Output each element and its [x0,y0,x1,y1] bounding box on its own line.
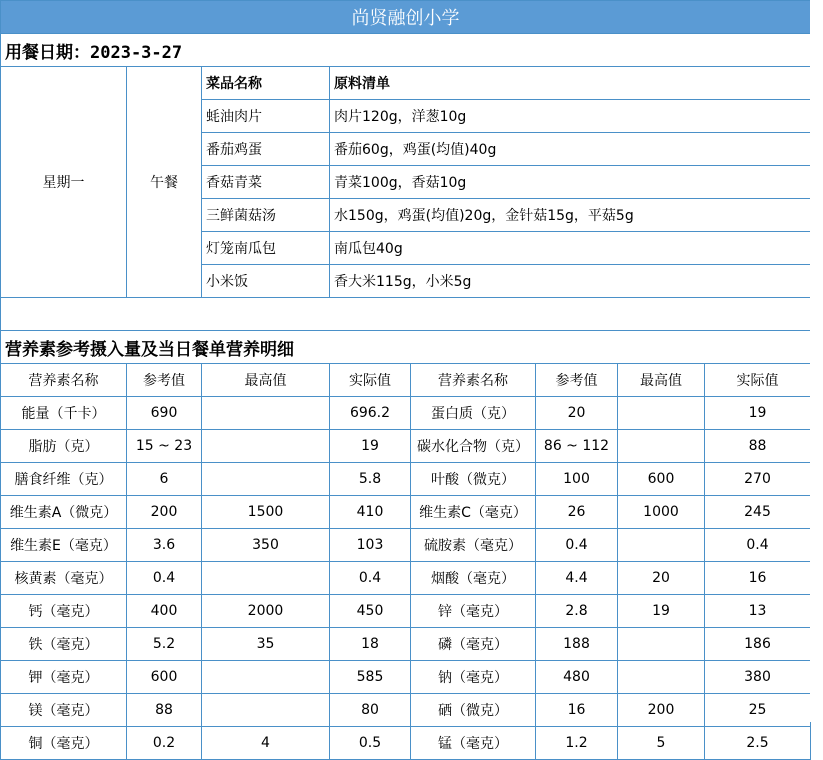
nutrition-row [1,595,811,628]
max-value-cell[interactable]: 4 [202,727,330,760]
reference-value-cell[interactable]: 16 [536,694,618,727]
nutrition-row [1,727,811,760]
actual-value-cell[interactable]: 5.8 [330,463,411,496]
actual-value-cell[interactable]: 270 [705,463,811,496]
nutrient-name-cell[interactable]: 铁（毫克） [1,628,127,661]
dish-cell[interactable]: 蚝油肉片 [202,100,330,133]
actual-value-cell[interactable]: 103 [330,529,411,562]
ingredients-cell[interactable]: 青菜100g，香菇10g [330,166,811,199]
reference-value-cell[interactable]: 6 [127,463,202,496]
max-value-cell[interactable] [202,430,330,463]
reference-value-cell[interactable]: 0.4 [536,529,618,562]
max-value-cell[interactable] [618,628,705,661]
actual-value-cell[interactable]: 245 [705,496,811,529]
reference-value-cell[interactable]: 1.2 [536,727,618,760]
nutrient-name-cell[interactable]: 磷（毫克） [411,628,536,661]
reference-value-cell[interactable]: 5.2 [127,628,202,661]
max-value-cell[interactable] [202,562,330,595]
max-value-cell[interactable] [202,463,330,496]
reference-header[interactable]: 参考值 [127,364,202,397]
reference-value-cell[interactable]: 200 [127,496,202,529]
max-value-cell[interactable]: 600 [618,463,705,496]
nutrient-name-cell[interactable]: 能量（千卡） [1,397,127,430]
nutrition-row [1,529,811,562]
reference-value-cell[interactable]: 100 [536,463,618,496]
nutrient-name-cell[interactable]: 碳水化合物（克） [411,430,536,463]
actual-value-cell[interactable]: 0.5 [330,727,411,760]
date-row [1,34,811,67]
empty-cell[interactable] [1,298,811,331]
ingredients-cell[interactable]: 水150g，鸡蛋(均值)20g，金针菇15g，平菇5g [330,199,811,232]
reference-value-cell[interactable]: 0.2 [127,727,202,760]
reference-value-cell[interactable]: 26 [536,496,618,529]
menu-header-row [1,67,811,100]
actual-value-cell[interactable]: 16 [705,562,811,595]
nutrient-name-cell[interactable]: 蛋白质（克） [411,397,536,430]
ingredients-header[interactable]: 原料清单 [330,67,811,100]
actual-header[interactable]: 实际值 [705,364,811,397]
dish-cell[interactable]: 番茄鸡蛋 [202,133,330,166]
reference-value-cell[interactable]: 20 [536,397,618,430]
reference-value-cell[interactable]: 480 [536,661,618,694]
max-header[interactable]: 最高值 [618,364,705,397]
dish-cell[interactable]: 灯笼南瓜包 [202,232,330,265]
reference-header[interactable]: 参考值 [536,364,618,397]
actual-value-cell[interactable]: 25 [705,694,811,727]
reference-value-cell[interactable]: 86 ~ 112 [536,430,618,463]
max-value-cell[interactable]: 2000 [202,595,330,628]
actual-value-cell[interactable]: 2.5 [705,727,811,760]
reference-value-cell[interactable]: 3.6 [127,529,202,562]
ingredients-cell[interactable]: 番茄60g，鸡蛋(均值)40g [330,133,811,166]
reference-value-cell[interactable]: 0.4 [127,562,202,595]
ingredients-cell[interactable]: 香大米115g，小米5g [330,265,811,298]
reference-value-cell[interactable]: 690 [127,397,202,430]
nutrient-name-cell[interactable]: 硫胺素（毫克） [411,529,536,562]
actual-value-cell[interactable]: 585 [330,661,411,694]
reference-value-cell[interactable]: 600 [127,661,202,694]
actual-value-cell[interactable]: 0.4 [705,529,811,562]
actual-value-cell[interactable]: 18 [330,628,411,661]
nutrition-row [1,562,811,595]
reference-value-cell[interactable]: 400 [127,595,202,628]
nutrient-name-cell[interactable]: 钙（毫克） [1,595,127,628]
nutrition-header-row [1,364,811,397]
meal-type-cell[interactable]: 午餐 [127,67,202,298]
actual-header[interactable]: 实际值 [330,364,411,397]
nutrient-name-cell[interactable]: 脂肪（克） [1,430,127,463]
actual-value-cell[interactable]: 88 [705,430,811,463]
actual-value-cell[interactable]: 696.2 [330,397,411,430]
nutrient-name-cell[interactable]: 维生素A（微克） [1,496,127,529]
max-value-cell[interactable]: 20 [618,562,705,595]
max-value-cell[interactable]: 350 [202,529,330,562]
actual-value-cell[interactable]: 19 [330,430,411,463]
nutrient-name-cell[interactable]: 钠（毫克） [411,661,536,694]
max-header[interactable]: 最高值 [202,364,330,397]
nutrition-row [1,628,811,661]
max-value-cell[interactable]: 35 [202,628,330,661]
actual-value-cell[interactable]: 410 [330,496,411,529]
ingredients-cell[interactable]: 南瓜包40g [330,232,811,265]
nutrition-row [1,496,811,529]
nutrient-name-cell[interactable]: 膳食纤维（克） [1,463,127,496]
actual-value-cell[interactable]: 13 [705,595,811,628]
nutrient-name-cell[interactable]: 烟酸（毫克） [411,562,536,595]
max-value-cell[interactable]: 5 [618,727,705,760]
max-value-cell[interactable]: 1000 [618,496,705,529]
dish-cell[interactable]: 小米饭 [202,265,330,298]
max-value-cell[interactable]: 1500 [202,496,330,529]
reference-value-cell[interactable]: 188 [536,628,618,661]
max-value-cell[interactable]: 19 [618,595,705,628]
nutrition-row [1,430,811,463]
nutrition-row [1,397,811,430]
actual-value-cell[interactable]: 19 [705,397,811,430]
ingredients-cell[interactable]: 肉片120g，洋葱10g [330,100,811,133]
nutrient-name-cell[interactable]: 锌（毫克） [411,595,536,628]
title-row [1,1,811,34]
reference-value-cell[interactable]: 2.8 [536,595,618,628]
nutrition-row [1,463,811,496]
reference-value-cell[interactable]: 88 [127,694,202,727]
nutrient-name-cell[interactable]: 维生素C（毫克） [411,496,536,529]
max-value-cell[interactable] [618,661,705,694]
nutrient-name-cell[interactable]: 铜（毫克） [1,727,127,760]
actual-value-cell[interactable]: 380 [705,661,811,694]
weekday-cell[interactable]: 星期一 [1,67,127,298]
max-value-cell[interactable]: 200 [618,694,705,727]
actual-value-cell[interactable]: 80 [330,694,411,727]
section-row [1,331,811,364]
nutrient-name-cell[interactable]: 叶酸（微克） [411,463,536,496]
reference-value-cell[interactable]: 15 ~ 23 [127,430,202,463]
nutrition-row [1,661,811,694]
dish-name-header[interactable]: 菜品名称 [202,67,330,100]
actual-value-cell[interactable]: 0.4 [330,562,411,595]
dish-cell[interactable]: 三鲜菌菇汤 [202,199,330,232]
max-value-cell[interactable] [618,529,705,562]
nutrient-name-cell[interactable]: 维生素E（毫克） [1,529,127,562]
meal-date[interactable]: 用餐日期：2023-3-27 [1,34,811,67]
nutrient-name-cell[interactable]: 钾（毫克） [1,661,127,694]
nutrition-section-title[interactable]: 营养素参考摄入量及当日餐单营养明细 [1,331,811,364]
blank-row [1,298,811,331]
school-title[interactable]: 尚贤融创小学 [1,1,811,34]
nutrient-name-cell[interactable]: 镁（毫克） [1,694,127,727]
max-value-cell[interactable] [202,397,330,430]
actual-value-cell[interactable]: 450 [330,595,411,628]
max-value-cell[interactable] [618,430,705,463]
sheet-gutter [810,0,823,722]
nutrient-name-cell[interactable]: 核黄素（毫克） [1,562,127,595]
actual-value-cell[interactable]: 186 [705,628,811,661]
dish-cell[interactable]: 香菇青菜 [202,166,330,199]
nutrient-name-cell[interactable]: 硒（微克） [411,694,536,727]
nutrient-name-cell[interactable]: 锰（毫克） [411,727,536,760]
nutrient-name-header[interactable]: 营养素名称 [1,364,127,397]
max-value-cell[interactable] [202,661,330,694]
nutrient-name-header[interactable]: 营养素名称 [411,364,536,397]
nutrition-rows [1,397,811,760]
max-value-cell[interactable] [618,397,705,430]
reference-value-cell[interactable]: 4.4 [536,562,618,595]
